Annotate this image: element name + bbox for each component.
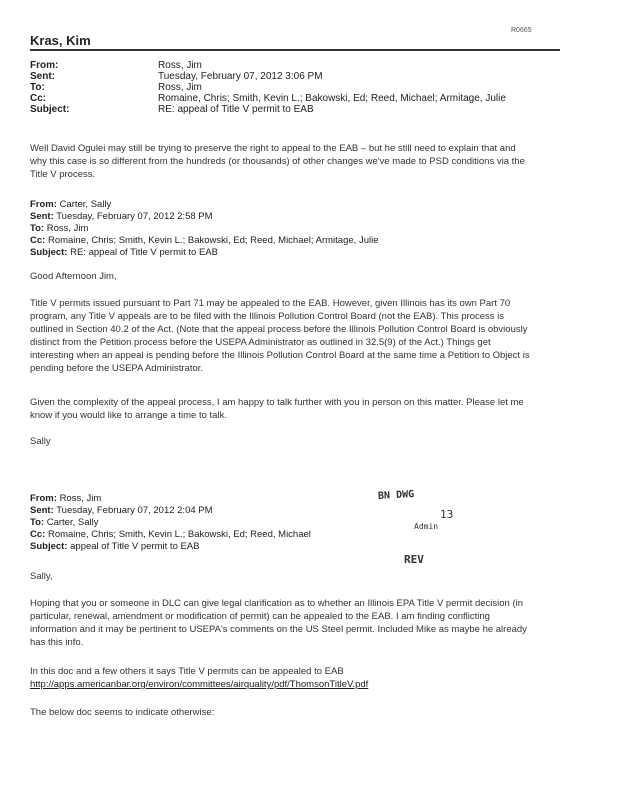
fw1-body-line: interesting when an appeal is pending before the Illinois Pollution Control Board at the same time a Petition to Object is xyxy=(30,350,530,361)
fw2-subject-label: Subject: xyxy=(30,541,68,552)
corner-stamp: R0665 xyxy=(511,27,532,34)
fw1-body2-line: Given the complexity of the appeal process, I am happy to talk further with you in person on this matter. Please let me xyxy=(30,397,524,408)
fw1-body2 xyxy=(30,396,590,422)
fw1-to-label: To: xyxy=(30,223,45,234)
forwarded-header-1 xyxy=(30,199,378,259)
fw2-link-intro: In this doc and a few others it says Title V permits can be appealed to EAB xyxy=(30,666,344,677)
fw1-body-line: distinct from the Petition process before the USEPA Administrator as outlined in 32.5(9) of the Act.) Things get xyxy=(30,337,491,348)
fw1-body-line: outlined in Section 40.2 of the Act. (Note that the appeal process before the Illinois Pollution Control Board is obviously xyxy=(30,324,528,335)
fw1-from-label: From: xyxy=(30,199,57,210)
subject-label: Subject: xyxy=(30,104,70,115)
fw2-to-label: To: xyxy=(30,517,45,528)
fw2-body-line: information and it may be pertinent to USEPA's comments on the US Steel permit. Included Mike as maybe he already xyxy=(30,624,527,635)
fw1-cc-value: Romaine, Chris; Smith, Kevin L.; Bakowski, Ed; Reed, Michael; Armitage, Julie xyxy=(47,235,379,246)
fw1-sent-label: Sent: xyxy=(30,211,54,222)
fw1-body xyxy=(30,297,590,375)
fw2-cc-label: Cc: xyxy=(30,529,46,540)
fw1-greeting: Good Afternoon Jim, xyxy=(30,271,117,282)
fw2-body-line: particular, renewal, amendment or modification of permit) can be appealed to the EAB. I am finding conflicting xyxy=(30,611,490,622)
received-stamp-line3: Admin xyxy=(414,522,439,531)
fw2-subject-value: appeal of Title V permit to EAB xyxy=(70,541,200,552)
sent-value: Tuesday, February 07, 2012 3:06 PM xyxy=(158,71,323,82)
fw1-body-line: pending before the USEPA Administrator. xyxy=(30,363,204,374)
fw1-to-value: Ross, Jim xyxy=(46,223,89,234)
fw2-body-line: Hoping that you or someone in DLC can give legal clarification as to whether an Illinois EPA Title V permit decision (in xyxy=(30,598,524,609)
received-stamp-line4: REV xyxy=(404,553,424,566)
from-value: Ross, Jim xyxy=(158,60,202,71)
fw2-greeting: Sally, xyxy=(30,571,53,582)
thomson-title-v-pdf-link[interactable]: http://apps.americanbar.org/environ/committees/airquality/pdf/ThomsonTitleV.pdf xyxy=(30,679,369,690)
fw2-from-label: From: xyxy=(30,493,57,504)
from-label: From: xyxy=(30,60,59,71)
fw1-subject-value: RE: appeal of Title V permit to EAB xyxy=(70,247,218,258)
received-stamp-line2: 13 xyxy=(440,508,454,521)
fw2-sent-label: Sent: xyxy=(30,505,54,516)
reply-line: Title V process. xyxy=(30,169,96,180)
fw2-cc-value: Romaine, Chris; Smith, Kevin L.; Bakowski, Ed; Reed, Michael xyxy=(47,529,311,540)
reply-line: Well David Ogulei may still be trying to preserve the right to appeal to the EAB – but he still need to explain that and xyxy=(30,143,516,154)
to-value: Ross, Jim xyxy=(158,82,202,93)
fw2-closing: The below doc seems to indicate otherwise: xyxy=(30,707,215,718)
fw1-sent-value: Tuesday, February 07, 2012 2:58 PM xyxy=(56,211,213,222)
forwarded-header-2 xyxy=(30,493,311,553)
fw1-signature: Sally xyxy=(30,436,51,447)
fw2-from-value: Ross, Jim xyxy=(59,493,102,504)
fw2-body-line: has this info. xyxy=(30,637,84,648)
fw1-body-line: Title V permits issued pursuant to Part 71 may be appealed to the EAB. However, given Illinois has its own Part 70 xyxy=(30,298,511,309)
mailbox-owner-name: Kras, Kim xyxy=(30,33,91,48)
to-label: To: xyxy=(30,82,45,93)
email-header xyxy=(30,60,610,120)
fw2-to-value: Carter, Sally xyxy=(46,517,99,528)
header-divider xyxy=(30,49,560,51)
fw1-body2-line: know if you would like to arrange a time to talk. xyxy=(30,410,227,421)
received-stamp-line1: BN DWG xyxy=(377,489,415,502)
subject-value: RE: appeal of Title V permit to EAB xyxy=(158,104,314,115)
cc-label: Cc: xyxy=(30,93,47,104)
reply-line: why this case is so different from the hundreds (or thousands) of other changes we've made to PSD conditions via the xyxy=(30,156,525,167)
fw1-cc-label: Cc: xyxy=(30,235,46,246)
fw1-subject-label: Subject: xyxy=(30,247,68,258)
sent-label: Sent: xyxy=(30,71,55,82)
fw2-body xyxy=(30,597,590,649)
cc-value: Romaine, Chris; Smith, Kevin L.; Bakowski, Ed; Reed, Michael; Armitage, Julie xyxy=(158,93,506,104)
fw2-sent-value: Tuesday, February 07, 2012 2:04 PM xyxy=(56,505,213,516)
fw1-body-line: program, any Title V appeals are to be filed with the Illinois Pollution Control Board (not the EAB). This process is xyxy=(30,311,505,322)
fw1-from-value: Carter, Sally xyxy=(59,199,112,210)
reply-body xyxy=(30,142,590,181)
